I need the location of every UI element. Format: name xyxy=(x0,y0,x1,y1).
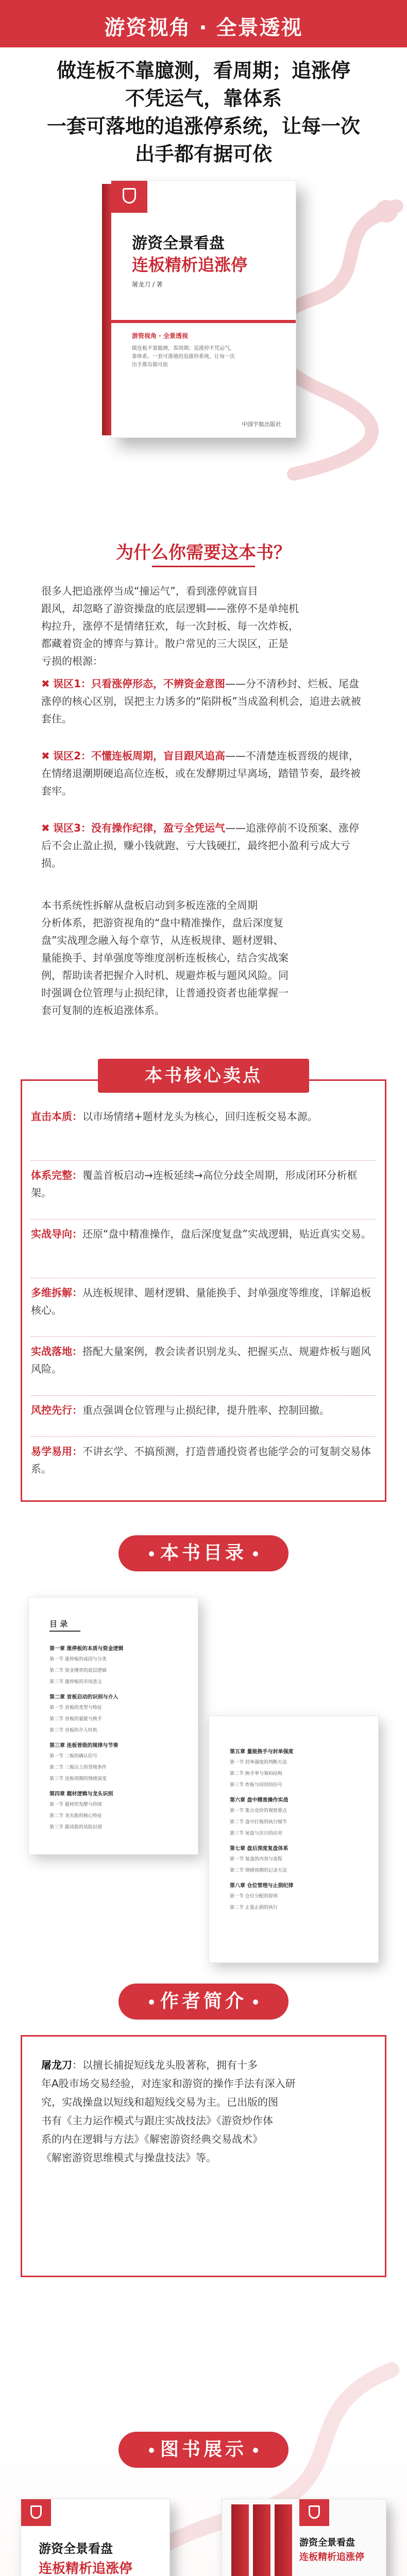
toc-line: 第二节 换手率与筹码结构 xyxy=(230,1771,282,1776)
toc-line: 第二节 止盈止损的执行 xyxy=(230,1905,278,1910)
toc-line: 第八章 仓位管理与止损纪律 xyxy=(230,1883,294,1888)
dot-icon xyxy=(253,1999,258,2005)
selling-point: 实战落地：搭配大量案例，教会读者识别龙头、把握买点、规避炸板与题风风险。 xyxy=(31,1345,371,1375)
cross-icon: ✖ xyxy=(41,750,50,762)
toc-line: 第一节 二板的确认信号 xyxy=(49,1754,97,1759)
toc-line: 第三节 首板的介入时机 xyxy=(49,1728,97,1733)
hero-banner xyxy=(0,0,407,47)
publisher-logo-icon xyxy=(111,181,147,213)
book-cover xyxy=(111,180,296,438)
selling-point: 易学易用：不讲玄学、不搞预测，打造普通投资者也能学会的可复制交易体系。 xyxy=(31,1445,371,1475)
selling-point: 体系完整：覆盖首板启动→连板延续→高位分歧全周期，形成闭环分析框架。 xyxy=(31,1169,358,1199)
author-bio: 屠龙刀：以擅长捕捉短线龙头股著称，拥有十多 年A股市场交易经验，对连家和游资的操作手法有深入研 究，实战操盘以短线和超短线交易为主。已出版的图 书有《主力运作模式与跟庄实战技法》《游资炒作体 系的内在逻辑与方法》《解密游资经典交易战术》 《解密游资思维模式与操盘技法》等。 xyxy=(41,2059,296,2164)
toc-page-1 xyxy=(28,1597,198,1855)
toc-line: 第七章 盘后深度复盘体系 xyxy=(230,1846,289,1851)
display-book-title1: 游资全景看盘 xyxy=(299,2537,355,2548)
book-title-line2: 连板精析追涨停 xyxy=(132,255,248,275)
publisher-logo-icon xyxy=(21,2499,51,2526)
divider xyxy=(31,1395,376,1396)
book-spine xyxy=(102,184,111,435)
divider xyxy=(31,1160,376,1161)
toc-line: 第一节 仓位分配的原则 xyxy=(230,1894,278,1899)
mistake-body: ——分不清秒封、烂板、尾盘涨停的核心区别，误把主力诱多的“陷阱板”当成盈利机会，追进去就被套住。 xyxy=(41,677,361,725)
toc-line: 第一章 涨停板的本质与资金逻辑 xyxy=(49,1646,124,1651)
toc-line: 第三节 连板周期的情绪演变 xyxy=(49,1776,107,1782)
mistake-head: 误区1：只看涨停形态，不辨资金意图 xyxy=(53,677,226,690)
toc-line: 第二节 龙头股的核心特征 xyxy=(49,1814,102,1819)
mistake-item xyxy=(41,675,366,727)
toc-line: 第二节 盘中打板的执行细节 xyxy=(230,1820,287,1825)
dot-icon xyxy=(253,1551,258,1556)
toc-line: 第一节 题材的发酵与持续 xyxy=(49,1802,102,1807)
mistake-item xyxy=(41,747,366,800)
cross-icon: ✖ xyxy=(41,677,50,690)
toc-page-2 xyxy=(209,1716,379,1963)
toc-line: 第一节 涨停板的成因与分类 xyxy=(49,1657,107,1662)
dot-icon xyxy=(253,2448,258,2453)
hero-headline: 做连板不靠臆测，看周期；追涨停 不凭运气，靠体系 一套可落地的追涨停系统，让每一次 出手都有据可依 xyxy=(46,59,360,165)
display-title: 图书展示 xyxy=(118,2432,289,2468)
book-title-line1: 游资全景看盘 xyxy=(132,234,225,252)
publisher-logo-icon xyxy=(299,2499,329,2526)
cross-icon: ✖ xyxy=(41,822,50,834)
hero-banner-text: 游资视角 · 全景透视 xyxy=(104,16,303,40)
display-book-title2: 连板精析追涨停 xyxy=(299,2552,364,2563)
selling-point: 多维拆解：从连板规律、题材逻辑、量能换手、封单强度等维度，详解追板核心。 xyxy=(31,1286,371,1316)
book-band xyxy=(111,320,296,323)
author-title: 作者简介 xyxy=(118,1984,289,2020)
toc-line: 第三节 涨停板的市场意义 xyxy=(49,1680,102,1685)
mistake-body: ——不清楚连板晋级的规律，在情绪退潮期硬追高位连板，或在发酵期过早离场，踏错节奏，最终被套牢。 xyxy=(41,750,361,797)
toc-line: 第四章 题材逻辑与龙头识别 xyxy=(49,1791,113,1797)
why-intro: 很多人把追涨停当成“撞运气”，看到涨停就盲目 跟风，却忽略了游资操盘的底层逻辑——涨停不是单纯机 构拉升，涨停不是情绪狂欢，每一次封板、每一次炸板， 都藏着资金的博弈与算计。散户常见的三大误区，正是 亏损的根源： xyxy=(41,585,299,667)
book-blurb-title: 游资视角 · 全景透视 xyxy=(132,332,188,340)
toc-line: 第五章 量能换手与封单强度 xyxy=(230,1749,294,1754)
toc-line: 第一节 集合竞价的观察要点 xyxy=(230,1808,287,1814)
selling-point: 实战导向：还原“盘中精准操作，盘后深度复盘”实战逻辑，贴近真实交易。 xyxy=(31,1228,371,1240)
toc-line: 第六章 盘中精准操作实战 xyxy=(230,1798,289,1803)
toc-line: 第三节 跟风股的风险识别 xyxy=(49,1825,102,1830)
toc-line: 第一节 复盘的内容与流程 xyxy=(230,1857,282,1862)
dot-icon xyxy=(149,1551,154,1556)
selling-point: 风控先行：重点强调仓位管理与止损纪律，提升胜率、控制回撤。 xyxy=(31,1404,330,1416)
book-publisher: 中国宇航出版社 xyxy=(242,421,281,428)
why-title: 为什么你需要这本书？ xyxy=(116,543,291,563)
book-spine xyxy=(275,2504,292,2576)
divider xyxy=(31,1436,376,1437)
toc-line: 第二节 三板以上的晋级条件 xyxy=(49,1765,107,1770)
book-spine xyxy=(231,2504,249,2576)
display-book-stack xyxy=(222,2499,386,2576)
book-blurb-line: 做连板不靠臆测，看周期；追涨停不凭运气， xyxy=(132,346,235,351)
dot-icon xyxy=(149,2448,154,2453)
book-blurb-line: 靠体系。一套可落地的追涨停系统，让每一次 xyxy=(132,354,235,360)
toc-line: 第三节 尾盘与次日的应对 xyxy=(230,1831,282,1836)
divider xyxy=(31,1336,376,1337)
display-book-title1: 游资全景看盘 xyxy=(39,2541,113,2556)
toc-line: 第三节 炸板与回封的信号 xyxy=(230,1783,282,1788)
why-title-underline xyxy=(152,566,255,567)
toc-line: 第一节 封单强度的判断方法 xyxy=(230,1760,287,1765)
book-blurb-line: 出手都有据可依 xyxy=(132,362,168,368)
mistake-body: ——追涨停前不设预案、涨停后不会止盈止损，赚小钱就跑、亏大钱硬扛，最终把小盈利亏成大亏损。 xyxy=(41,822,360,869)
toc-line: 第二节 资金博弈的底层逻辑 xyxy=(49,1668,107,1673)
mistake-head: 误区2：不懂连板周期，盲目跟风追高 xyxy=(53,750,226,762)
hero-section xyxy=(0,0,407,515)
toc-line: 第一节 首板的类型与特征 xyxy=(49,1705,102,1710)
display-book-title2: 连板精析追涨停 xyxy=(39,2561,133,2576)
toc-line: 第二节 情绪周期的记录方法 xyxy=(230,1868,287,1873)
toc-rule xyxy=(49,1631,80,1632)
selling-point: 直击本质：以市场情绪+题材龙头为核心，回归连板交易本源。 xyxy=(31,1110,318,1123)
mistake-head: 误区3：没有操作纪律，盈亏全凭运气 xyxy=(53,822,226,834)
toc-heading: 目 录 xyxy=(49,1619,68,1629)
book-spine xyxy=(253,2504,270,2576)
dot-icon xyxy=(149,1999,154,2005)
toc-title: 本书目录 xyxy=(118,1535,289,1571)
display-book-front xyxy=(21,2499,170,2576)
toc-line: 第三章 连板晋级的规律与节奏 xyxy=(49,1743,118,1748)
mistake-item xyxy=(41,819,366,872)
selling-points-title: 本书核心卖点 xyxy=(98,1059,309,1093)
author-name: 屠龙刀 xyxy=(41,2059,72,2071)
why-closing: 本书系统性拆解从盘板启动到多板连涨的全周期 分析体系，把游资视角的“盘中精准操作，盘后深度复 盘”实战理念融入每个章节，从连板规律、题材逻辑、 量能换手、封单强度等维度剖析连板核心，结合实战案 例，帮助读者把握介入时机、规避炸板与题风风险。同 时强调仓位管理与止损纪律，让普通投资者也能掌握一 套可复制的连板追涨体系。 xyxy=(41,899,289,1016)
book-author: 屠龙刀 / 著 xyxy=(132,281,163,288)
toc-line: 第二节 首板的量能与换手 xyxy=(49,1717,102,1722)
toc-line: 第二章 首板启动的识别与介入 xyxy=(49,1694,118,1700)
